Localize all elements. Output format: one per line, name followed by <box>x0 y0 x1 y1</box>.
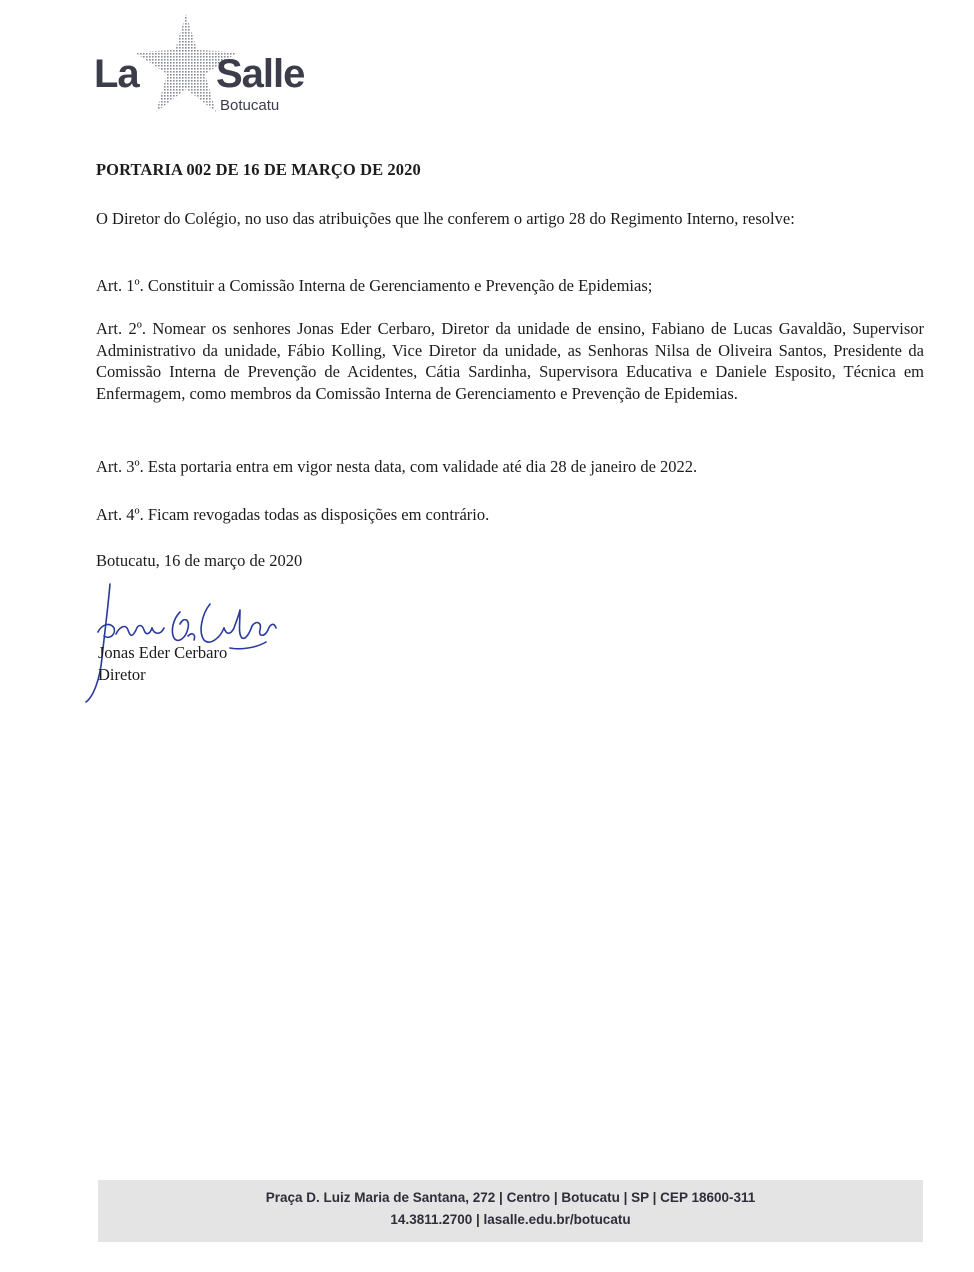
footer-contact-bar <box>98 1180 923 1242</box>
signatory-name: Jonas Eder Cerbaro <box>98 643 228 662</box>
signatory-role: Diretor <box>98 665 146 684</box>
logo-word-la: La <box>94 52 139 96</box>
article-2: Art. 2º. Nomear os senhores Jonas Eder Cerbaro, Diretor da unidade de ensino, Fabiano de Lucas Gavaldão, Supervisor Administrativo da unidade, Fábio Kolling, Vice Diretor da unidade, as Senhoras Nilsa de Oliveira Santos, Presidente da Comissão Interna de Prevenção de Acidentes, Cátia Sardinha, Supervisora Educativa e Daniele Esposito, Técnica em Enfermagem, como membros da Comissão Interna de Gerenciamento e Prevenção de Epidemias. <box>96 319 924 403</box>
article-4: Art. 4º. Ficam revogadas todas as disposições em contrário. <box>96 505 490 524</box>
logo-word-salle: Salle <box>216 52 305 96</box>
article-3: Art. 3º. Esta portaria entra em vigor nesta data, com validade até dia 28 de janeiro de 2022. <box>96 457 698 476</box>
la-salle-logo <box>94 14 334 114</box>
place-date: Botucatu, 16 de março de 2020 <box>96 551 303 570</box>
logo-city: Botucatu <box>220 97 280 114</box>
document-title: PORTARIA 002 DE 16 DE MARÇO DE 2020 <box>96 160 421 179</box>
intro-paragraph: O Diretor do Colégio, no uso das atribuições que lhe conferem o artigo 28 do Regimento Interno, resolve: <box>96 209 795 228</box>
article-1: Art. 1º. Constituir a Comissão Interna de Gerenciamento e Prevenção de Epidemias; <box>96 276 653 295</box>
footer-address: Praça D. Luiz Maria de Santana, 272 | Centro | Botucatu | SP | CEP 18600-311 <box>265 1190 756 1205</box>
footer-phone-site: 14.3811.2700 | lasalle.edu.br/botucatu <box>390 1212 631 1227</box>
